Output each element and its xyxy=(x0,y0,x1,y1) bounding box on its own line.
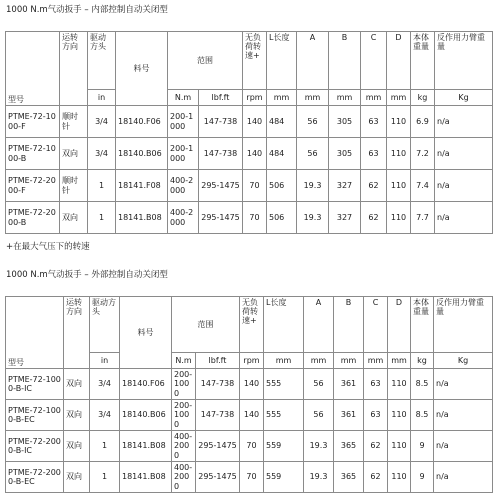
cell-length: 559 xyxy=(264,462,304,493)
cell-range-lbf: 147-738 xyxy=(196,369,240,400)
cell-a: 56 xyxy=(297,106,329,138)
cell-b: 327 xyxy=(329,170,361,202)
header-reaction: 反作用力臂重量 xyxy=(434,297,493,353)
unit-cell: mm xyxy=(387,90,411,106)
cell-reaction: n/a xyxy=(434,369,493,400)
cell-reaction: n/a xyxy=(435,138,493,170)
cell-a: 19.3 xyxy=(297,202,329,234)
header-weight: 本体重量 xyxy=(411,297,434,353)
cell-d: 110 xyxy=(387,138,411,170)
header-free-speed: 无负荷转速+ xyxy=(243,32,267,90)
cell-part-no: 18141.B08 xyxy=(120,431,172,462)
cell-rpm: 140 xyxy=(240,400,264,431)
table-row xyxy=(6,462,493,493)
cell-d: 110 xyxy=(388,369,411,400)
cell-rotation: 双向 xyxy=(64,369,90,400)
unit-cell: rpm xyxy=(243,90,267,106)
cell-c: 63 xyxy=(364,369,388,400)
cell-length: 555 xyxy=(264,369,304,400)
cell-c: 63 xyxy=(361,138,387,170)
cell-rpm: 70 xyxy=(243,170,267,202)
cell-c: 62 xyxy=(364,431,388,462)
cell-length: 484 xyxy=(267,106,297,138)
unit-cell: mm xyxy=(334,353,364,369)
cell-weight: 9 xyxy=(411,462,434,493)
unit-cell: mm xyxy=(304,353,334,369)
cell-a: 19.3 xyxy=(304,462,334,493)
cell-reaction: n/a xyxy=(435,202,493,234)
cell-part-no: 18140.B06 xyxy=(120,400,172,431)
cell-drive: 1 xyxy=(90,431,120,462)
cell-c: 63 xyxy=(364,400,388,431)
table-row xyxy=(6,400,493,431)
header-free-speed: 无负荷转速+ xyxy=(240,297,264,353)
cell-range-nm: 400-2000 xyxy=(168,202,199,234)
cell-length: 506 xyxy=(267,202,297,234)
cell-drive: 1 xyxy=(88,170,116,202)
cell-c: 62 xyxy=(364,462,388,493)
cell-reaction: n/a xyxy=(434,431,493,462)
cell-d: 110 xyxy=(387,106,411,138)
cell-drive: 1 xyxy=(88,202,116,234)
header-d: D xyxy=(387,32,411,90)
unit-cell: lbf.ft xyxy=(199,90,243,106)
cell-a: 19.3 xyxy=(304,431,334,462)
unit-cell: mm xyxy=(364,353,388,369)
cell-range-nm: 200-1000 xyxy=(172,369,196,400)
section1-title: 1000 N.m气动扳手 – 内部控制自动关闭型 xyxy=(6,5,168,15)
footnote: +在最大气压下的转速 xyxy=(6,242,90,252)
header-model: 型号 xyxy=(6,32,60,106)
header-drive: 驱动方头 xyxy=(88,32,116,90)
cell-weight: 8.5 xyxy=(411,400,434,431)
unit-cell: N.m xyxy=(168,90,199,106)
cell-d: 110 xyxy=(387,202,411,234)
cell-a: 19.3 xyxy=(297,170,329,202)
unit-cell: Kg xyxy=(434,353,493,369)
spec-table-external xyxy=(5,296,493,493)
cell-b: 365 xyxy=(334,431,364,462)
unit-cell: in xyxy=(88,90,116,106)
cell-range-nm: 400-2000 xyxy=(172,431,196,462)
unit-cell: lbf.ft xyxy=(196,353,240,369)
cell-model: PTME-72-1000-B xyxy=(6,138,60,170)
cell-d: 110 xyxy=(387,170,411,202)
cell-drive: 3/4 xyxy=(90,400,120,431)
unit-cell: Kg xyxy=(435,90,493,106)
cell-part-no: 18140.F06 xyxy=(116,106,168,138)
header-rotation: 运转方向 xyxy=(64,297,90,369)
cell-b: 361 xyxy=(334,400,364,431)
header-weight: 本体重量 xyxy=(411,32,435,90)
header-d: D xyxy=(388,297,411,353)
spec-table-internal xyxy=(5,31,493,234)
cell-reaction: n/a xyxy=(435,106,493,138)
cell-length: 484 xyxy=(267,138,297,170)
cell-model: PTME-72-1000-B-IC xyxy=(6,369,64,400)
unit-cell: mm xyxy=(388,353,411,369)
header-length: L长度 xyxy=(264,297,304,353)
header-range: 范围 xyxy=(168,32,243,90)
cell-rotation: 双向 xyxy=(60,138,88,170)
cell-d: 110 xyxy=(388,400,411,431)
section2-title: 1000 N.m气动扳手 – 外部控制自动关闭型 xyxy=(6,270,168,280)
cell-a: 56 xyxy=(304,400,334,431)
table-row xyxy=(6,170,493,202)
cell-rpm: 140 xyxy=(240,369,264,400)
unit-cell: N.m xyxy=(172,353,196,369)
cell-weight: 7.7 xyxy=(411,202,435,234)
cell-model: PTME-72-2000-F xyxy=(6,170,60,202)
cell-rotation: 顺时针 xyxy=(60,170,88,202)
cell-length: 555 xyxy=(264,400,304,431)
header-c: C xyxy=(364,297,388,353)
cell-reaction: n/a xyxy=(435,170,493,202)
cell-range-nm: 400-2000 xyxy=(172,462,196,493)
cell-b: 305 xyxy=(329,106,361,138)
cell-rpm: 140 xyxy=(243,138,267,170)
cell-range-lbf: 147-738 xyxy=(199,106,243,138)
header-a: A xyxy=(297,32,329,90)
unit-cell: mm xyxy=(267,90,297,106)
header-drive: 驱动方头 xyxy=(90,297,120,353)
header-range: 范围 xyxy=(172,297,240,353)
cell-length: 506 xyxy=(267,170,297,202)
cell-b: 365 xyxy=(334,462,364,493)
cell-rpm: 70 xyxy=(240,462,264,493)
cell-c: 62 xyxy=(361,202,387,234)
cell-part-no: 18140.B06 xyxy=(116,138,168,170)
unit-cell: in xyxy=(90,353,120,369)
cell-range-lbf: 295-1475 xyxy=(196,431,240,462)
cell-rotation: 双向 xyxy=(64,462,90,493)
unit-cell: mm xyxy=(297,90,329,106)
cell-rpm: 70 xyxy=(243,202,267,234)
cell-drive: 1 xyxy=(90,462,120,493)
cell-d: 110 xyxy=(388,431,411,462)
cell-reaction: n/a xyxy=(434,462,493,493)
table-row xyxy=(6,106,493,138)
header-c: C xyxy=(361,32,387,90)
cell-model: PTME-72-2000-B xyxy=(6,202,60,234)
cell-part-no: 18140.F06 xyxy=(120,369,172,400)
cell-rotation: 双向 xyxy=(64,400,90,431)
cell-weight: 7.2 xyxy=(411,138,435,170)
table-row xyxy=(6,138,493,170)
cell-b: 361 xyxy=(334,369,364,400)
cell-part-no: 18141.B08 xyxy=(120,462,172,493)
cell-weight: 7.4 xyxy=(411,170,435,202)
cell-range-nm: 200-1000 xyxy=(168,138,199,170)
header-reaction: 反作用力臂重量 xyxy=(435,32,493,90)
cell-range-nm: 200-1000 xyxy=(172,400,196,431)
cell-part-no: 18141.B08 xyxy=(116,202,168,234)
cell-range-lbf: 147-738 xyxy=(196,400,240,431)
cell-rpm: 140 xyxy=(243,106,267,138)
header-part-no: 料号 xyxy=(116,32,168,106)
cell-model: PTME-72-2000-B-IC xyxy=(6,431,64,462)
cell-reaction: n/a xyxy=(434,400,493,431)
table-row xyxy=(6,202,493,234)
cell-range-lbf: 295-1475 xyxy=(196,462,240,493)
cell-model: PTME-72-2000-B-EC xyxy=(6,462,64,493)
header-part-no: 料号 xyxy=(120,297,172,369)
cell-drive: 3/4 xyxy=(88,138,116,170)
cell-c: 63 xyxy=(361,106,387,138)
cell-drive: 3/4 xyxy=(88,106,116,138)
table-row xyxy=(6,431,493,462)
cell-c: 62 xyxy=(361,170,387,202)
header-length: L长度 xyxy=(267,32,297,90)
unit-cell: rpm xyxy=(240,353,264,369)
header-a: A xyxy=(304,297,334,353)
cell-range-nm: 400-2000 xyxy=(168,170,199,202)
unit-cell: kg xyxy=(411,90,435,106)
unit-cell: mm xyxy=(264,353,304,369)
cell-drive: 3/4 xyxy=(90,369,120,400)
cell-rotation: 双向 xyxy=(64,431,90,462)
cell-range-lbf: 147-738 xyxy=(199,138,243,170)
header-model: 型号 xyxy=(6,297,64,369)
header-b: B xyxy=(334,297,364,353)
cell-length: 559 xyxy=(264,431,304,462)
unit-cell: mm xyxy=(361,90,387,106)
cell-rotation: 双向 xyxy=(60,202,88,234)
cell-range-lbf: 295-1475 xyxy=(199,170,243,202)
cell-a: 56 xyxy=(304,369,334,400)
header-b: B xyxy=(329,32,361,90)
cell-rpm: 70 xyxy=(240,431,264,462)
cell-model: PTME-72-1000-F xyxy=(6,106,60,138)
header-rotation: 运转方向 xyxy=(60,32,88,106)
cell-part-no: 18141.F08 xyxy=(116,170,168,202)
cell-range-nm: 200-1000 xyxy=(168,106,199,138)
cell-weight: 9 xyxy=(411,431,434,462)
cell-model: PTME-72-1000-B-EC xyxy=(6,400,64,431)
cell-weight: 6.9 xyxy=(411,106,435,138)
cell-b: 327 xyxy=(329,202,361,234)
unit-cell: mm xyxy=(329,90,361,106)
cell-range-lbf: 295-1475 xyxy=(199,202,243,234)
cell-b: 305 xyxy=(329,138,361,170)
table-row xyxy=(6,369,493,400)
cell-a: 56 xyxy=(297,138,329,170)
cell-weight: 8.5 xyxy=(411,369,434,400)
unit-cell: kg xyxy=(411,353,434,369)
cell-rotation: 顺时针 xyxy=(60,106,88,138)
cell-d: 110 xyxy=(388,462,411,493)
